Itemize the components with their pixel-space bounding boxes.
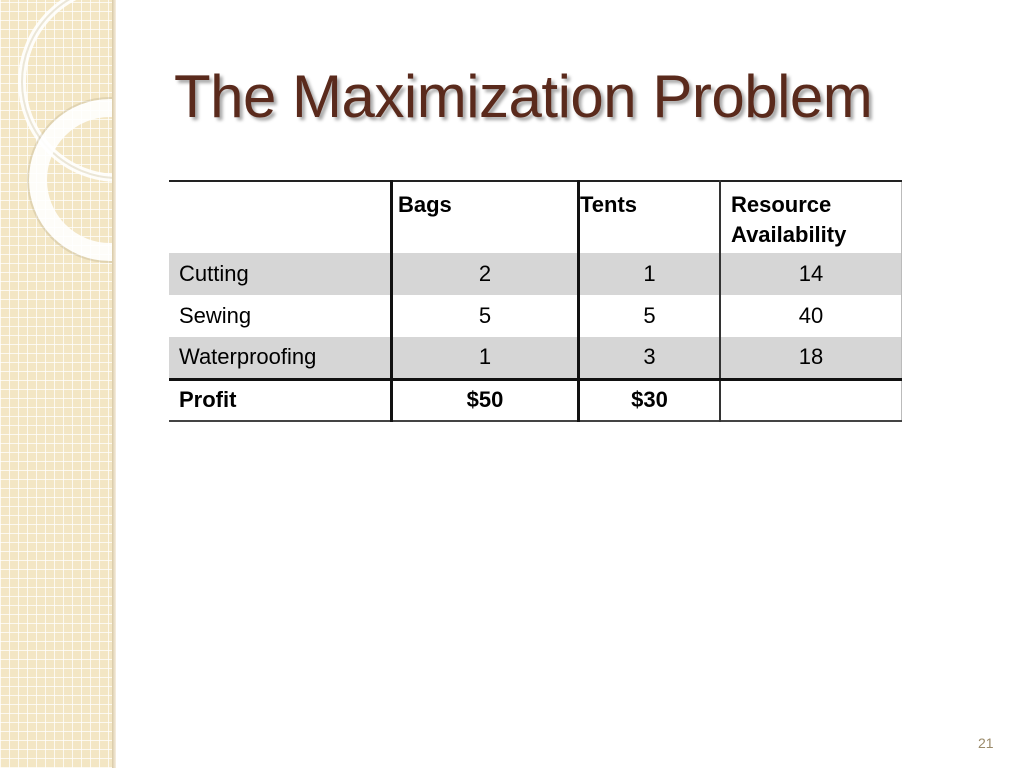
cell-bags: 5 [392,295,579,337]
header-resource-availability [720,181,902,253]
decorative-sidebar [0,0,112,768]
table-row [169,295,902,337]
table-row [169,253,902,295]
header-tents: Tents [579,181,721,253]
cell-tents: 1 [579,253,721,295]
table-header-row [169,181,902,253]
cell-tents: 3 [579,337,721,379]
profit-availability [720,379,902,421]
cell-bags: 2 [392,253,579,295]
sidebar-edge [112,0,116,768]
header-empty [169,181,392,253]
profit-tents: $30 [579,379,721,421]
cell-availability: 14 [720,253,902,295]
cell-tents: 5 [579,295,721,337]
row-label: Cutting [169,253,392,295]
cell-availability: 40 [720,295,902,337]
page-number: 21 [978,735,994,751]
profit-label: Profit [169,379,392,421]
header-resource-availability-text: Resource Availability [731,192,847,247]
profit-row [169,379,902,421]
table-row [169,337,902,379]
resource-table [169,180,878,422]
row-label: Sewing [169,295,392,337]
row-label: Waterproofing [169,337,392,379]
cell-bags: 1 [392,337,579,379]
header-bags: Bags [392,181,579,253]
sidebar-circles-decoration [0,0,112,768]
profit-bags: $50 [392,379,579,421]
slide-title: The Maximization Problem [174,63,873,130]
cell-availability: 18 [720,337,902,379]
